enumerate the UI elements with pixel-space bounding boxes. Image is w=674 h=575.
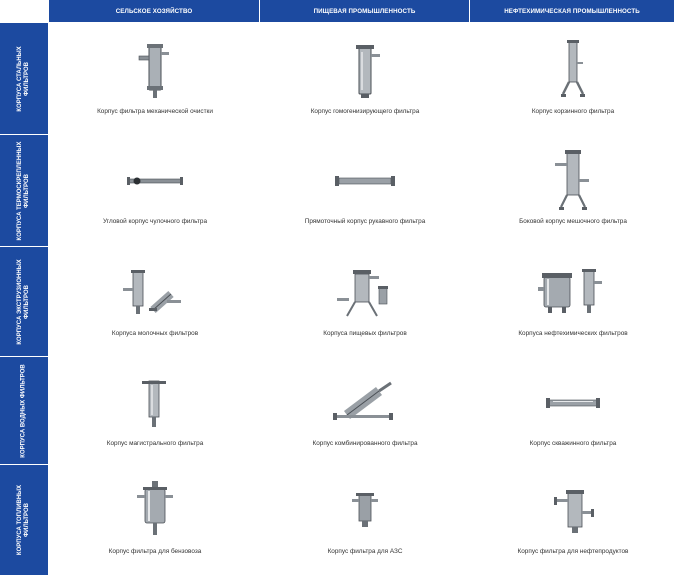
product-card[interactable] xyxy=(468,134,674,244)
product-caption: Боковой корпус мешочного фильтра xyxy=(519,218,627,225)
row-header-label: КОРПУСА ТОПЛИВНЫХ ФИЛЬТРОВ xyxy=(17,484,30,556)
petrochemical-filter-housings-icon xyxy=(468,254,674,332)
product-card[interactable] xyxy=(468,246,674,356)
horizontal-pipe-filter-icon xyxy=(260,142,470,220)
food-filter-housings-icon xyxy=(260,254,470,332)
product-caption: Корпус фильтра для бензовоза xyxy=(108,548,202,555)
product-caption: Корпус скважинного фильтра xyxy=(529,440,617,447)
row-header-label: КОРПУСА СТАЛЬНЫХ ФИЛЬТРОВ xyxy=(17,45,30,112)
basket-filter-housing-icon xyxy=(468,32,674,110)
column-header-row xyxy=(0,0,674,22)
row-header-thermobonded-filters xyxy=(0,134,48,246)
product-caption: Корпус корзинного фильтра xyxy=(531,108,615,115)
column-header-food-industry: ПИЩЕВАЯ ПРОМЫШЛЕННОСТЬ xyxy=(259,0,469,22)
product-card[interactable] xyxy=(260,246,470,356)
product-card[interactable] xyxy=(468,356,674,466)
vertical-filter-housing-icon xyxy=(50,32,260,110)
row-header-steel-filters xyxy=(0,22,48,134)
product-caption: Прямоточный корпус рукавного фильтра xyxy=(304,218,426,225)
header-corner xyxy=(0,0,48,22)
product-card[interactable] xyxy=(260,356,470,466)
product-card[interactable] xyxy=(50,134,260,244)
row-header-extrusion-filters xyxy=(0,246,48,356)
product-caption: Корпус фильтра для АЗС xyxy=(327,548,403,555)
column-header-agriculture: СЕЛЬСКОЕ ХОЗЯЙСТВО xyxy=(48,0,259,22)
row-header-water-filters xyxy=(0,356,48,464)
product-card[interactable] xyxy=(50,356,260,466)
tanker-filter-icon xyxy=(50,472,260,550)
product-card[interactable] xyxy=(468,464,674,574)
product-caption: Корпус магистрального фильтра xyxy=(106,440,204,447)
product-caption: Корпус фильтра для нефтепродуктов xyxy=(517,548,629,555)
vertical-filter-housing-icon xyxy=(260,32,470,110)
row-header-label: КОРПУСА ТЕРМОСКРЕПЛЕННЫХ ФИЛЬТРОВ xyxy=(17,141,30,240)
product-caption: Корпуса нефтехимических фильтров xyxy=(518,330,628,337)
horizontal-pipe-filter-icon xyxy=(50,142,260,220)
product-caption: Корпус фильтра механической очистки xyxy=(97,108,213,115)
gas-station-filter-icon xyxy=(260,472,470,550)
product-card[interactable] xyxy=(50,246,260,356)
row-header-label: КОРПУСА ВОДНЫХ ФИЛЬТРОВ xyxy=(20,363,27,458)
product-card[interactable] xyxy=(50,464,260,574)
product-caption: Угловой корпус чулочного фильтра xyxy=(102,218,208,225)
row-header-label: КОРПУСА ЭКСТРУЗИОННЫХ ФИЛЬТРОВ xyxy=(17,258,30,345)
product-card[interactable] xyxy=(468,24,674,134)
column-header-petrochemical-industry: НЕФТЕХИМИЧЕСКАЯ ПРОМЫШЛЕННОСТЬ xyxy=(469,0,674,22)
main-line-filter-icon xyxy=(50,364,260,442)
product-card[interactable] xyxy=(260,24,470,134)
horizontal-pipe-filter-icon xyxy=(468,364,674,442)
product-card[interactable] xyxy=(260,134,470,244)
product-card[interactable] xyxy=(260,464,470,574)
row-header-fuel-filters xyxy=(0,464,48,575)
milk-filter-housings-icon xyxy=(50,254,260,332)
product-caption: Корпуса молочных фильтров xyxy=(111,330,199,337)
product-card[interactable] xyxy=(50,24,260,134)
bag-filter-housing-icon xyxy=(468,142,674,220)
product-caption: Корпус комбинированного фильтра xyxy=(312,440,418,447)
product-caption: Корпус гомогенизирующего фильтра xyxy=(310,108,420,115)
product-caption: Корпуса пищевых фильтров xyxy=(323,330,407,337)
combined-filter-icon xyxy=(260,364,470,442)
oil-products-filter-icon xyxy=(468,472,674,550)
